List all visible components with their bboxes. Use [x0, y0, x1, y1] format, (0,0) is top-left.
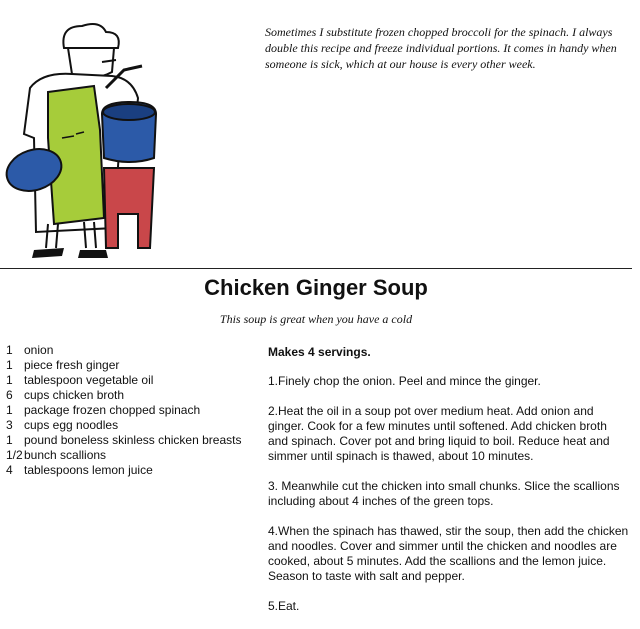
- instructions: [268, 345, 630, 629]
- recipe-subtitle: This soup is great when you have a cold: [219, 312, 413, 326]
- ingredient-qty: 1/2: [6, 448, 23, 462]
- ingredient-item: [6, 343, 256, 358]
- ingredient-item: [6, 463, 256, 478]
- ingredients-list: [6, 343, 256, 478]
- ingredient-item: [6, 373, 256, 388]
- ingredient-item: [6, 448, 256, 463]
- ingredient-name: pound boneless skinless chicken breasts: [24, 433, 242, 447]
- step-1: 1.Finely chop the onion. Peel and mince the ginger.: [268, 374, 541, 388]
- step-4: 4.When the spinach has thawed, stir the soup, then add the chicken and noodles. Cover and simmer until the chicken and noodles are cooked, about 5 minutes. Add the scallions and the lemon juice. Season to taste with salt and pepper.: [268, 524, 629, 583]
- ingredient-name: tablespoon vegetable oil: [24, 373, 154, 387]
- ingredient-qty: 4: [6, 463, 13, 477]
- ingredient-qty: 1: [6, 373, 13, 387]
- ingredient-qty: 3: [6, 418, 13, 432]
- ingredient-qty: 1: [6, 343, 13, 357]
- step-5: 5.Eat.: [268, 599, 300, 613]
- ingredient-qty: 1: [6, 433, 13, 447]
- ingredient-name: onion: [24, 343, 54, 357]
- step-3: 3. Meanwhile cut the chicken into small chunks. Slice the scallions including about 4 inches of the green tops.: [268, 479, 620, 508]
- ingredient-item: [6, 358, 256, 373]
- ingredient-item: [6, 433, 256, 448]
- recipe-title: Chicken Ginger Soup: [204, 275, 428, 300]
- ingredient-name: cups chicken broth: [24, 388, 125, 402]
- ingredient-name: piece fresh ginger: [24, 358, 120, 372]
- recipe-note: Sometimes I substitute frozen chopped broccoli for the spinach. I always double this recipe and freeze individual portions. It comes in handy when someone is sick, which at our house is every other week.: [265, 25, 617, 71]
- ingredient-qty: 6: [6, 388, 13, 402]
- ingredient-name: package frozen chopped spinach: [24, 403, 201, 417]
- step-2: 2.Heat the oil in a soup pot over medium heat. Add onion and ginger. Cook for a few minutes until softened. Add chicken broth and spinach. Cover pot and bring liquid to boil. Reduce heat and simmer until spinach is thawed, about 10 minutes.: [268, 404, 610, 463]
- ingredient-qty: 1: [6, 358, 13, 372]
- ingredient-name: bunch scallions: [24, 448, 107, 462]
- ingredient-item: [6, 418, 256, 433]
- ingredient-name: cups egg noodles: [24, 418, 119, 432]
- ingredient-item: [6, 388, 256, 403]
- section-divider: [0, 268, 632, 269]
- ingredient-name: tablespoons lemon juice: [24, 463, 153, 477]
- servings-label: Makes 4 servings.: [268, 345, 371, 359]
- ingredient-qty: 1: [6, 403, 13, 417]
- ingredient-item: [6, 403, 256, 418]
- chef-illustration: [2, 18, 162, 258]
